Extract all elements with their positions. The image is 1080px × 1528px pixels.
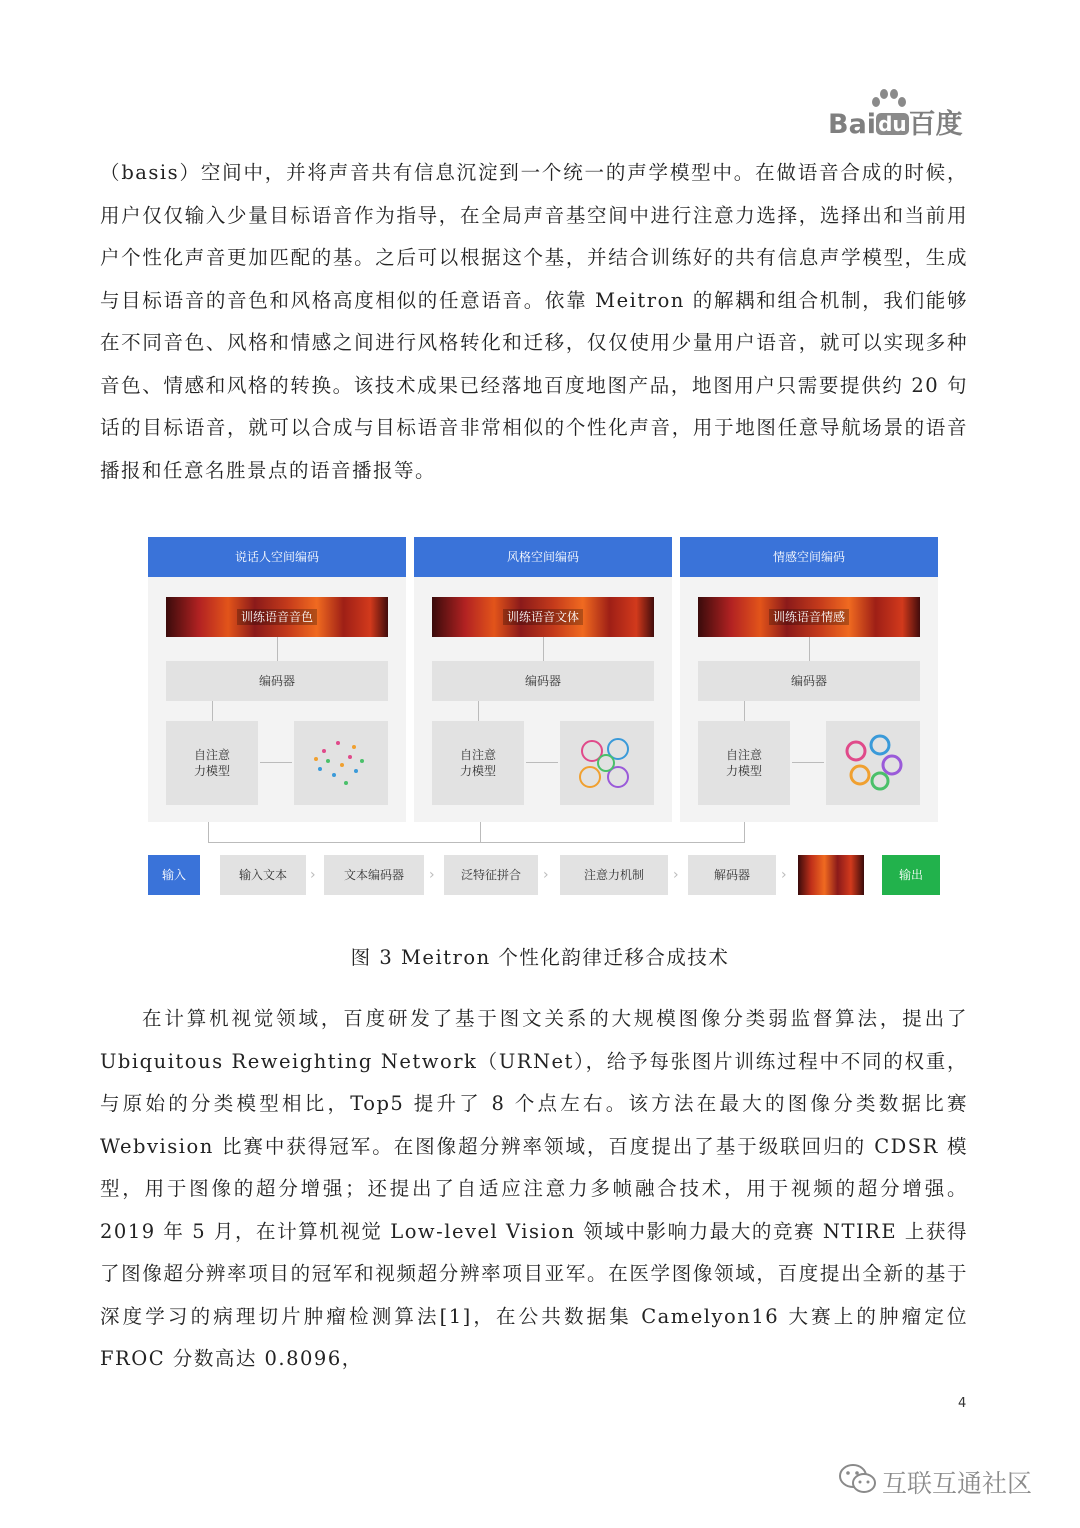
spectrogram: 训练语音音色: [166, 597, 388, 637]
self-attention-box: 自注意力模型: [166, 721, 258, 805]
wechat-icon: [838, 1462, 878, 1496]
pipeline-input: 输入: [148, 855, 200, 895]
cluster-plot: [560, 721, 654, 805]
panel-header: 说话人空间编码: [148, 537, 406, 577]
pipeline-feature-concat: 泛特征拼合: [444, 855, 538, 895]
body-paragraph-2: 在计算机视觉领域，百度研发了基于图文关系的大规模图像分类弱监督算法，提出了 Ubiquitous Reweighting Network（URNet），给予每张图片训练过程中不同的权重，与原始的分类模型相比，Top5 提升了 8 个点左右。该方法在最大的图像分类数据比赛 Webvision 比赛中获得冠军。在图像超分辨率领域，百度提出了基于级联回归的 CDSR 模型，用于图像的超分增强；还提出了自适应注意力多帧融合技术，用于视频的超分增强。2019 年 5 月，在计算机视觉 Low-level Vision 领域中影响力最大的竞赛 NTIRE 上获得了图像超分辨率项目的冠军和视频超分辨率项目亚军。在医学图像领域，百度提出全新的基于深度学习的病理切片肿瘤检测算法[1]，在公共数据集 Camelyon16 大赛上的肿瘤定位 FROC 分数高达 0.8096，: [100, 1007, 968, 1370]
pipeline-output: 输出: [882, 855, 940, 895]
self-attention-box: 自注意力模型: [698, 721, 790, 805]
chevron-right-icon: ›: [310, 867, 316, 883]
panel-style: [414, 537, 672, 822]
cluster-plot: [826, 721, 920, 805]
pipeline-decoder: 解码器: [688, 855, 776, 895]
page-number: 4: [958, 1396, 967, 1411]
pipeline-input-text: 输入文本: [220, 855, 306, 895]
encoder-box: 编码器: [166, 661, 388, 701]
chevron-right-icon: ›: [673, 867, 679, 883]
chevron-right-icon: ›: [543, 867, 549, 883]
watermark-text: 互联互通社区: [882, 1469, 1033, 1498]
panel-header: 情感空间编码: [680, 537, 938, 577]
pipeline-text-encoder: 文本编码器: [324, 855, 424, 895]
figure-caption: 图 3 Meitron 个性化韵律迁移合成技术: [350, 946, 730, 969]
baidu-logo: [828, 88, 963, 140]
pipeline-spectrogram: [798, 855, 864, 895]
cluster-plot: [294, 721, 388, 805]
encoder-box: 编码器: [698, 661, 920, 701]
self-attention-box: 自注意力模型: [432, 721, 524, 805]
meitron-diagram: [148, 537, 940, 897]
chevron-right-icon: ›: [429, 867, 435, 883]
panel-header: 风格空间编码: [414, 537, 672, 577]
panel-emotion: [680, 537, 938, 822]
panel-speaker: [148, 537, 406, 822]
watermark: [838, 1462, 1053, 1498]
spectrogram: 训练语音情感: [698, 597, 920, 637]
pipeline-attention: 注意力机制: [560, 855, 668, 895]
logo-text: Bai du百度: [828, 109, 963, 140]
encoder-box: 编码器: [432, 661, 654, 701]
chevron-right-icon: ›: [781, 867, 787, 883]
spectrogram: 训练语音文体: [432, 597, 654, 637]
body-paragraph-1: （basis）空间中，并将声音共有信息沉淀到一个统一的声学模型中。在做语音合成的时候，用户仅仅输入少量目标语音作为指导，在全局声音基空间中进行注意力选择，选择出和当前用户个性化声音更加匹配的基。之后可以根据这个基，并结合训练好的共有信息声学模型，生成与目标语音的音色和风格高度相似的任意语音。依靠 Meitron 的解耦和组合机制，我们能够在不同音色、风格和情感之间进行风格转化和迁移，仅仅使用少量用户语音，就可以实现多种音色、情感和风格的转换。该技术成果已经落地百度地图产品，地图用户只需要提供约 20 句话的目标语音，就可以合成与目标语音非常相似的个性化声音，用于地图任意导航场景的语音播报和任意名胜景点的语音播报等。: [100, 161, 968, 482]
